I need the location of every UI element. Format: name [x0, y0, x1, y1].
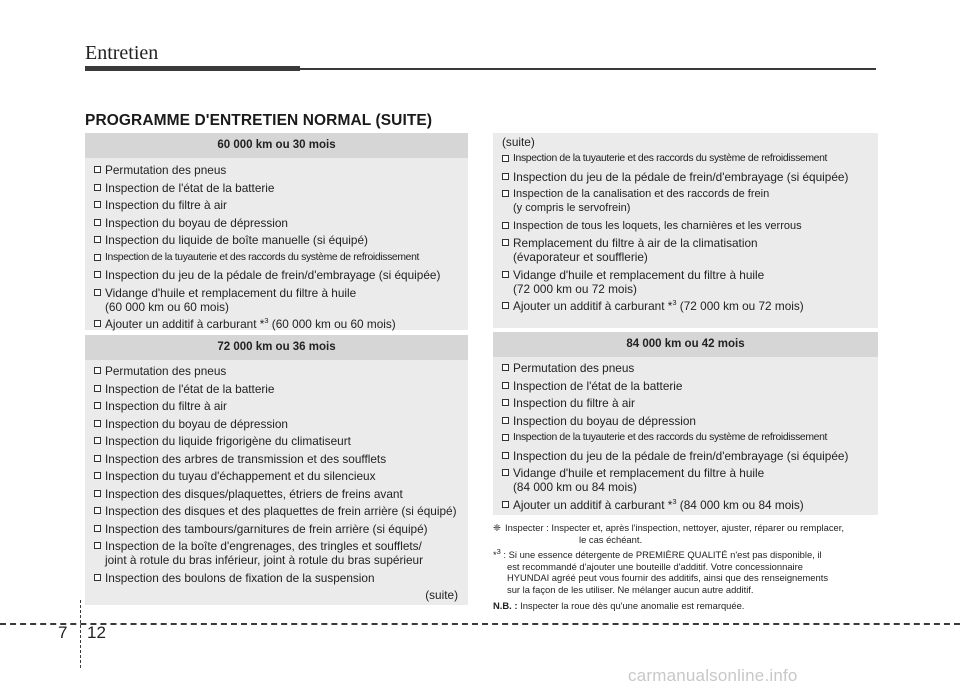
- panel-heading: 84 000 km ou 42 mois: [493, 332, 878, 357]
- list-item: Inspection des disques et des plaquettes de frein arrière (si équipé): [94, 504, 460, 518]
- checkbox-icon: [502, 302, 509, 309]
- list-item: Vidange d'huile et remplacement du filtre à huile (84 000 km ou 84 mois): [502, 466, 870, 494]
- list-item: Inspection du filtre à air: [502, 396, 870, 410]
- checkbox-icon: [94, 184, 101, 191]
- list-item: Inspection de l'état de la batterie: [94, 181, 460, 195]
- panel-72000: [85, 335, 468, 605]
- checkbox-icon: [502, 501, 509, 508]
- header-title: Entretien: [85, 42, 159, 64]
- list-item: Permutation des pneus: [94, 364, 460, 378]
- list-item: Inspection des tambours/garnitures de frein arrière (si équipé): [94, 522, 460, 536]
- list-item: Inspection des arbres de transmission et des soufflets: [94, 452, 460, 466]
- checkbox-icon: [502, 452, 509, 459]
- list-item: Inspection du jeu de la pédale de frein/d'embrayage (si équipée): [502, 449, 870, 463]
- header-rule-thin: [300, 68, 876, 70]
- watermark: carmanualsonline.info: [628, 666, 798, 685]
- checkbox-icon: [94, 289, 101, 296]
- list-item: Vidange d'huile et remplacement du filtre à huile (60 000 km ou 60 mois): [94, 286, 460, 314]
- chapter-number: 7: [58, 623, 68, 642]
- checkbox-icon: [502, 155, 509, 162]
- page-number: 12: [87, 623, 106, 642]
- checkbox-icon: [502, 190, 509, 197]
- checkbox-icon: [502, 271, 509, 278]
- checkbox-icon: [94, 219, 101, 226]
- list-item: Inspection de la tuyauterie et des raccords du système de refroidissement: [94, 251, 460, 265]
- panel-84000: [493, 332, 878, 515]
- list-item: Inspection de la tuyauterie et des raccords du système de refroidissement: [502, 431, 870, 445]
- checkbox-icon: [502, 469, 509, 476]
- panel-heading: 72 000 km ou 36 mois: [85, 335, 468, 360]
- list-item: Remplacement du filtre à air de la climatisation (évaporateur et soufflerie): [502, 236, 870, 264]
- list-item: Permutation des pneus: [94, 163, 460, 177]
- checkbox-icon: [94, 367, 101, 374]
- checkbox-icon: [94, 420, 101, 427]
- list-item: Inspection du boyau de dépression: [502, 414, 870, 428]
- checkbox-icon: [94, 490, 101, 497]
- checkbox-icon: [94, 525, 101, 532]
- checkbox-icon: [502, 222, 509, 229]
- checkbox-icon: [94, 437, 101, 444]
- list-item: Inspection du tuyau d'échappement et du silencieux: [94, 469, 460, 483]
- checkbox-icon: [94, 236, 101, 243]
- list-item: Inspection de la canalisation et des raccords de frein (y compris le servofrein): [502, 187, 870, 215]
- checkbox-icon: [94, 472, 101, 479]
- note-inspect: ❈ Inspecter : Inspecter et, après l'inspection, nettoyer, ajuster, réparer ou remplacer, le cas échéant.: [493, 522, 844, 545]
- checkbox-icon: [502, 434, 509, 441]
- list-item: Permutation des pneus: [502, 361, 870, 375]
- asterism-icon: ❈: [493, 522, 501, 533]
- header-rule-thick: [85, 66, 300, 71]
- checkbox-icon: [94, 455, 101, 462]
- panel-60000: [85, 133, 468, 330]
- checkbox-icon: [94, 542, 101, 549]
- checkbox-icon: [94, 385, 101, 392]
- list-item: Inspection de l'état de la batterie: [94, 382, 460, 396]
- list-item: Inspection des boulons de fixation de la suspension: [94, 571, 460, 585]
- note-fuel-additive: *$^3$ : Si une essence détergente de PREMIÈRE QUALITÉ n'est pas disponible, il est recommandé d'ajouter une bouteille d'additif. Votre concessionnaire HYUNDAI agréé peut vous fournir des additifs, ainsi que des renseignements sur la façon de les utiliser. Ne mélanger aucun autre additif.: [493, 547, 829, 595]
- note-nb: N.B. : Inspecter la roue dès qu'une anomalie est remarquée.: [493, 599, 745, 611]
- checkbox-icon: [502, 173, 509, 180]
- list-item: Inspection de tous les loquets, les charnières et les verrous: [502, 219, 870, 233]
- list-item: Inspection du liquide frigorigène du climatiseurt: [94, 434, 460, 448]
- suite-label: (suite): [425, 588, 458, 602]
- list-item: Inspection du filtre à air: [94, 399, 460, 413]
- panel-72000-continued: [493, 133, 878, 328]
- checkbox-icon: [94, 507, 101, 514]
- list-item: Vidange d'huile et remplacement du filtre à huile (72 000 km ou 72 mois): [502, 268, 870, 296]
- list-item: Ajouter un additif à carburant *$^3$ (72 000 km ou 72 mois): [502, 299, 870, 313]
- list-item: Inspection du liquide de boîte manuelle (si équipé): [94, 233, 460, 247]
- checkbox-icon: [94, 201, 101, 208]
- footer-divider: [80, 600, 81, 668]
- checkbox-icon: [502, 239, 509, 246]
- checkbox-icon: [502, 399, 509, 406]
- checkbox-icon: [94, 254, 101, 261]
- footnotes: [493, 522, 878, 615]
- section-title: PROGRAMME D'ENTRETIEN NORMAL (SUITE): [85, 112, 433, 129]
- checkbox-icon: [502, 382, 509, 389]
- checkbox-icon: [94, 271, 101, 278]
- list-item: Inspection de la tuyauterie et des raccords du système de refroidissement: [502, 152, 870, 166]
- list-item: Inspection du filtre à air: [94, 198, 460, 212]
- list-item: Inspection du boyau de dépression: [94, 216, 460, 230]
- suite-label: (suite): [502, 135, 535, 149]
- checkbox-icon: [94, 320, 101, 327]
- panel-heading: 60 000 km ou 30 mois: [85, 133, 468, 158]
- list-item: Inspection du boyau de dépression: [94, 417, 460, 431]
- list-item: Ajouter un additif à carburant *$^3$ (60 000 km ou 60 mois): [94, 317, 460, 331]
- list-item: Inspection de l'état de la batterie: [502, 379, 870, 393]
- list-item: Inspection du jeu de la pédale de frein/d'embrayage (si équipée): [94, 268, 460, 282]
- checkbox-icon: [94, 402, 101, 409]
- list-item: Inspection du jeu de la pédale de frein/d'embrayage (si équipée): [502, 170, 870, 184]
- checkbox-icon: [94, 166, 101, 173]
- checkbox-icon: [502, 417, 509, 424]
- list-item: Ajouter un additif à carburant *$^3$ (84 000 km ou 84 mois): [502, 498, 870, 512]
- checkbox-icon: [94, 574, 101, 581]
- list-item: Inspection de la boîte d'engrenages, des tringles et soufflets/ joint à rotule du bras inférieur, joint à rotule du bras supérieur: [94, 539, 460, 567]
- list-item: Inspection des disques/plaquettes, étriers de freins avant: [94, 487, 460, 501]
- footer-rule: [0, 623, 960, 625]
- checkbox-icon: [502, 364, 509, 371]
